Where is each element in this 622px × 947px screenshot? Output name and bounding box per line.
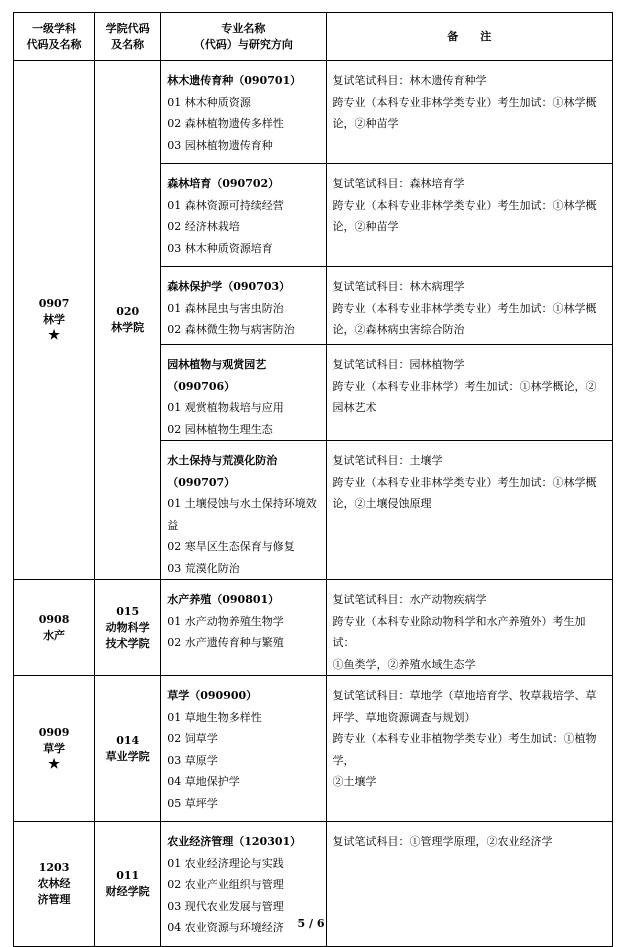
header-college: 学院代码 及名称 bbox=[95, 13, 161, 61]
direction-item: 01 水产动物养殖生物学 bbox=[167, 614, 284, 628]
discipline-cell: 0909 草学 ★ bbox=[14, 676, 95, 822]
direction-item: 03 草原学 bbox=[167, 753, 218, 767]
program-table bbox=[13, 12, 613, 947]
major-cell bbox=[161, 345, 326, 441]
direction-item: 03 荒漠化防治 bbox=[167, 561, 240, 575]
direction-item: 02 寒旱区生态保育与修复 bbox=[167, 540, 295, 553]
direction-item: 03 现代农业发展与管理 bbox=[167, 899, 284, 913]
direction-item: 04 草地保护学 bbox=[167, 775, 240, 788]
direction-item: 05 草坪学 bbox=[167, 796, 218, 810]
key-discipline-star: ★ bbox=[48, 328, 60, 343]
table-row bbox=[14, 61, 613, 164]
direction-item: 01 观赏植物栽培与应用 bbox=[167, 401, 284, 414]
major-title: 森林培育（090702） bbox=[167, 177, 280, 190]
direction-item: 02 饲草学 bbox=[167, 732, 218, 745]
major-title: 草学（090900） bbox=[167, 689, 258, 702]
notes-cell: 复试笔试科目：①管理学原理，②农业经济学 bbox=[326, 822, 613, 947]
major-title: 森林保护学（090703） bbox=[167, 280, 291, 293]
notes-cell: 复试笔试科目：园林植物学 跨专业（本科专业非林学）考生加试：①林学概论，② 园林艺术 bbox=[326, 345, 613, 441]
table-header-row bbox=[14, 13, 613, 61]
header-notes: 备 注 bbox=[326, 13, 613, 61]
college-cell: 015 动物科学 技术学院 bbox=[95, 580, 161, 676]
notes-cell: 复试笔试科目：森林培育学 跨专业（本科专业非林学类专业）考生加试：①林学概 论，②种苗学 bbox=[326, 164, 613, 267]
direction-item: 02 水产遗传育种与繁殖 bbox=[167, 636, 284, 649]
direction-item: 01 农业经济理论与实践 bbox=[167, 856, 284, 870]
college-cell: 011 财经学院 bbox=[95, 822, 161, 947]
major-title: 水产养殖（090801） bbox=[167, 593, 280, 606]
table-row bbox=[14, 580, 613, 676]
direction-item: 01 林木种质资源 bbox=[167, 95, 251, 109]
discipline-cell: 0907 林学 ★ bbox=[14, 61, 95, 580]
direction-item: 03 园林植物遗传育种 bbox=[167, 138, 273, 152]
direction-item: 01 草地生物多样性 bbox=[167, 710, 262, 724]
major-cell bbox=[161, 164, 326, 267]
notes-cell: 复试笔试科目：草地学（草地培育学、牧草栽培学、草 坪学、草地资源调查与规划） 跨专业（本科专业非植物学类专业）考生加试：①植物学， ②土壤学 bbox=[326, 676, 613, 822]
direction-item: 01 森林资源可持续经营 bbox=[167, 198, 284, 212]
direction-item: 02 森林微生物与病害防治 bbox=[167, 323, 295, 336]
direction-item: 03 林木种质资源培育 bbox=[167, 241, 273, 255]
direction-item: 02 经济林栽培 bbox=[167, 220, 240, 233]
notes-cell: 复试笔试科目：林木遗传育种学 跨专业（本科专业非林学类专业）考生加试：①林学概 论，②种苗学 bbox=[326, 61, 613, 164]
major-cell bbox=[161, 61, 326, 164]
major-cell bbox=[161, 676, 326, 822]
notes-cell: 复试笔试科目：林木病理学 跨专业（本科专业非林学类专业）考生加试：①林学概 论，②森林病虫害综合防治 bbox=[326, 267, 613, 345]
page-number: 5 / 6 bbox=[297, 917, 325, 930]
table-row bbox=[14, 676, 613, 822]
direction-item: 04 农业资源与环境经济 bbox=[167, 921, 284, 934]
major-title: 农业经济管理（120301） bbox=[167, 835, 302, 848]
major-cell bbox=[161, 580, 326, 676]
direction-item: 02 园林植物生理生态 bbox=[167, 422, 273, 436]
header-discipline: 一级学科 代码及名称 bbox=[14, 13, 95, 61]
notes-cell: 复试笔试科目：水产动物疾病学 跨专业（本科专业除动物科学和水产养殖外）考生加试： ①鱼类学，②养殖水域生态学 bbox=[326, 580, 613, 676]
discipline-cell: 1203 农林经 济管理 bbox=[14, 822, 95, 947]
major-cell bbox=[161, 441, 326, 580]
direction-item: 01 土壤侵蚀与水土保持环境效益 bbox=[167, 497, 317, 532]
college-cell: 020 林学院 bbox=[95, 61, 161, 580]
college-cell: 014 草业学院 bbox=[95, 676, 161, 822]
notes-cell: 复试笔试科目：土壤学 跨专业（本科专业非林学类专业）考生加试：①林学概 论，②土壤侵蚀原理 bbox=[326, 441, 613, 580]
major-title: 园林植物与观赏园艺（090706） bbox=[167, 358, 267, 393]
major-title: 林木遗传育种（090701） bbox=[167, 74, 302, 87]
direction-item: 01 森林昆虫与害虫防治 bbox=[167, 301, 284, 315]
major-title: 水土保持与荒漠化防治（090707） bbox=[167, 454, 278, 489]
direction-item: 02 森林植物遗传多样性 bbox=[167, 117, 284, 130]
discipline-cell: 0908 水产 bbox=[14, 580, 95, 676]
header-major: 专业名称 （代码）与研究方向 bbox=[161, 13, 326, 61]
direction-item: 02 农业产业组织与管理 bbox=[167, 878, 284, 891]
key-discipline-star: ★ bbox=[48, 756, 60, 772]
major-cell bbox=[161, 267, 326, 345]
